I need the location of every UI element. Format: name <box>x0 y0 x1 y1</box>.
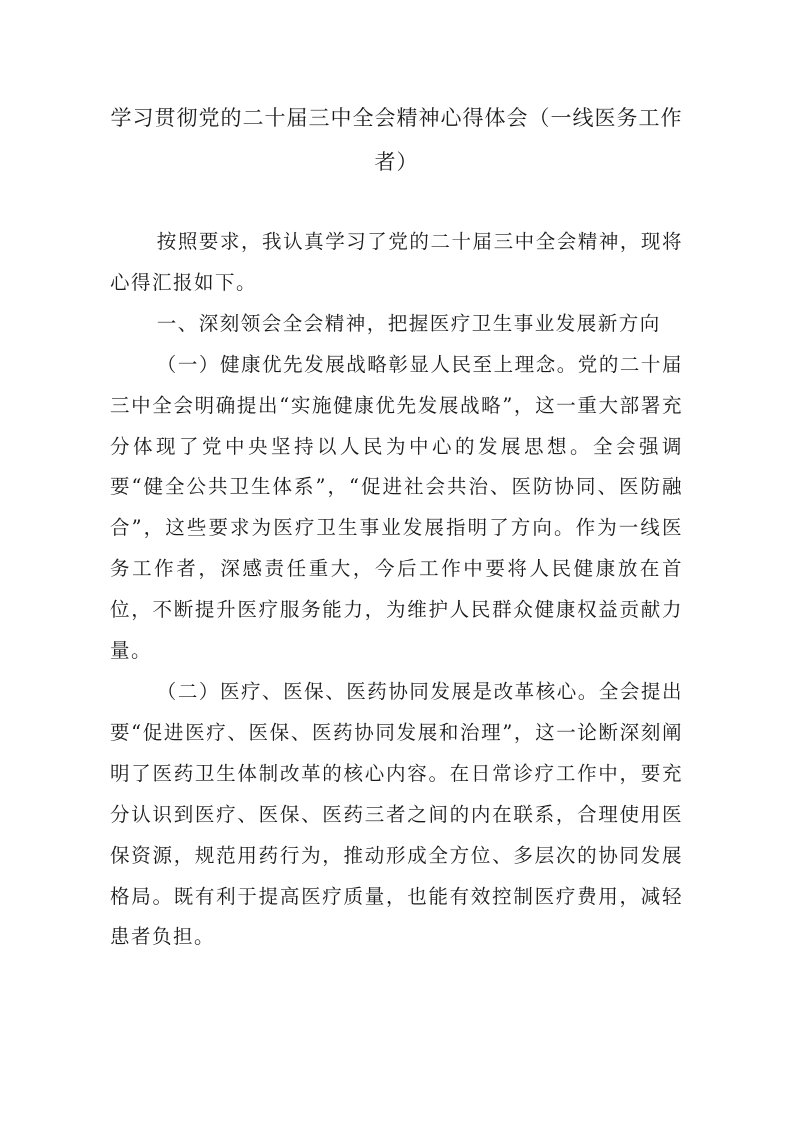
section-heading: 一、深刻领会全会精神，把握医疗卫生事业发展新方向 <box>156 311 661 335</box>
document-body <box>110 222 683 958</box>
paragraph-1: （一）健康优先发展战略彰显人民至上理念。党的二十届三中全会明确提出“实施健康优先发展战略”，这一重大部署充分体现了党中央坚持以人民为中心的发展思想。全会强调要“健全公共卫生体系”，“促进社会共治、医防协同、医防融合”，这些要求为医疗卫生事业发展指明了方向。作为一线医务工作者，深感责任重大，今后工作中要将人民健康放在首位，不断提升医疗服务能力，为维护人民群众健康权益贡献力量。 <box>110 352 683 663</box>
document-title: 学习贯彻党的二十届三中全会精神心得体会（一线医务工作者） <box>110 106 683 174</box>
paragraph-intro: 按照要求，我认真学习了党的二十届三中全会精神，现将心得汇报如下。 <box>110 230 683 294</box>
paragraph-2: （二）医疗、医保、医药协同发展是改革核心。全会提出要“促进医疗、医保、医药协同发展和治理”，这一论断深刻阐明了医药卫生体制改革的核心内容。在日常诊疗工作中，要充分认识到医疗、医保、医药三者之间的内在联系，合理使用医保资源，规范用药行为，推动形成全方位、多层次的协同发展格局。既有利于提高医疗质量，也能有效控制医疗费用，减轻患者负担。 <box>110 679 683 949</box>
